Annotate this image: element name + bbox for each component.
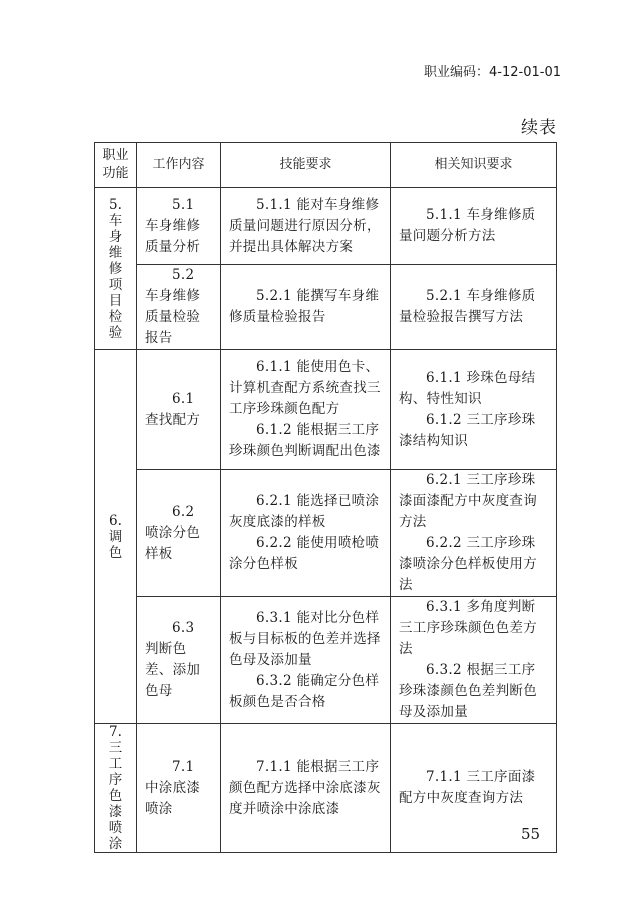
page-number: 55 — [521, 825, 541, 843]
table-row — [95, 597, 557, 724]
work-cell: 6.3 判断色差、添加色母 — [137, 597, 221, 724]
function-name: 调色 — [108, 528, 123, 561]
function-number: 7. — [109, 724, 122, 740]
skills-cell: 6.2.1 能选择已喷涂灰度底漆的样板 6.2.2 能使用喷枪喷涂分色样板 — [221, 470, 391, 597]
function-name: 三工序色漆喷涂 — [108, 740, 123, 852]
work-cell: 5.2 车身维修质量检验报告 — [137, 265, 221, 350]
function-cell-6 — [95, 350, 137, 724]
skills-cell: 7.1.1 能根据三工序颜色配方选择中涂底漆灰度并喷涂中涂底漆 — [221, 724, 391, 853]
skills-cell: 5.2.1 能撰写车身维修质量检验报告 — [221, 265, 391, 350]
function-name: 车身维修项目检验 — [108, 212, 123, 341]
column-header-work: 工作内容 — [137, 143, 221, 188]
knowledge-cell: 5.2.1 车身维修质量检验报告撰写方法 — [391, 265, 557, 350]
table-row — [95, 265, 557, 350]
knowledge-cell: 6.2.1 三工序珍珠漆面漆配方中灰度查询方法 6.2.2 三工序珍珠漆喷涂分色样板使用方法 — [391, 470, 557, 597]
knowledge-cell: 6.1.1 珍珠色母结构、特性知识 6.1.2 三工序珍珠漆结构知识 — [391, 350, 557, 470]
skills-cell: 6.1.1 能使用色卡、计算机查配方系统查找三工序珍珠颜色配方 6.1.2 能根据三工序珍珠颜色判断调配出色漆 — [221, 350, 391, 470]
column-header-knowledge: 相关知识要求 — [391, 143, 557, 188]
skills-cell: 6.3.1 能对比分色样板与目标板的色差并选择色母及添加量 6.3.2 能确定分色样板颜色是否合格 — [221, 597, 391, 724]
occupation-code: 职业编码：4-12-01-01 — [424, 65, 561, 80]
skills-table — [94, 142, 557, 853]
column-header-function: 职业 功能 — [95, 143, 137, 188]
table-row — [95, 470, 557, 597]
work-cell: 7.1 中涂底漆喷涂 — [137, 724, 221, 853]
function-number: 6. — [109, 512, 122, 529]
work-cell: 6.1 查找配方 — [137, 350, 221, 470]
knowledge-cell: 7.1.1 三工序面漆配方中灰度查询方法 — [391, 724, 557, 853]
work-cell: 6.2 喷涂分色样板 — [137, 470, 221, 597]
skills-cell: 5.1.1 能对车身维修质量问题进行原因分析，并提出具体解决方案 — [221, 188, 391, 265]
table-row — [95, 724, 557, 853]
table-header-row — [95, 143, 557, 188]
continued-table-label: 续表 — [521, 118, 557, 138]
knowledge-cell: 6.3.1 多角度判断三工序珍珠颜色色差方法 6.3.2 根据三工序珍珠漆颜色色差判断色母及添加量 — [391, 597, 557, 724]
table-row — [95, 188, 557, 265]
function-cell-5 — [95, 188, 137, 350]
table-row — [95, 350, 557, 470]
knowledge-cell: 5.1.1 车身维修质量问题分析方法 — [391, 188, 557, 265]
column-header-skills: 技能要求 — [221, 143, 391, 188]
function-number: 5. — [109, 196, 122, 213]
function-cell-7 — [95, 724, 137, 853]
work-cell: 5.1 车身维修质量分析 — [137, 188, 221, 265]
